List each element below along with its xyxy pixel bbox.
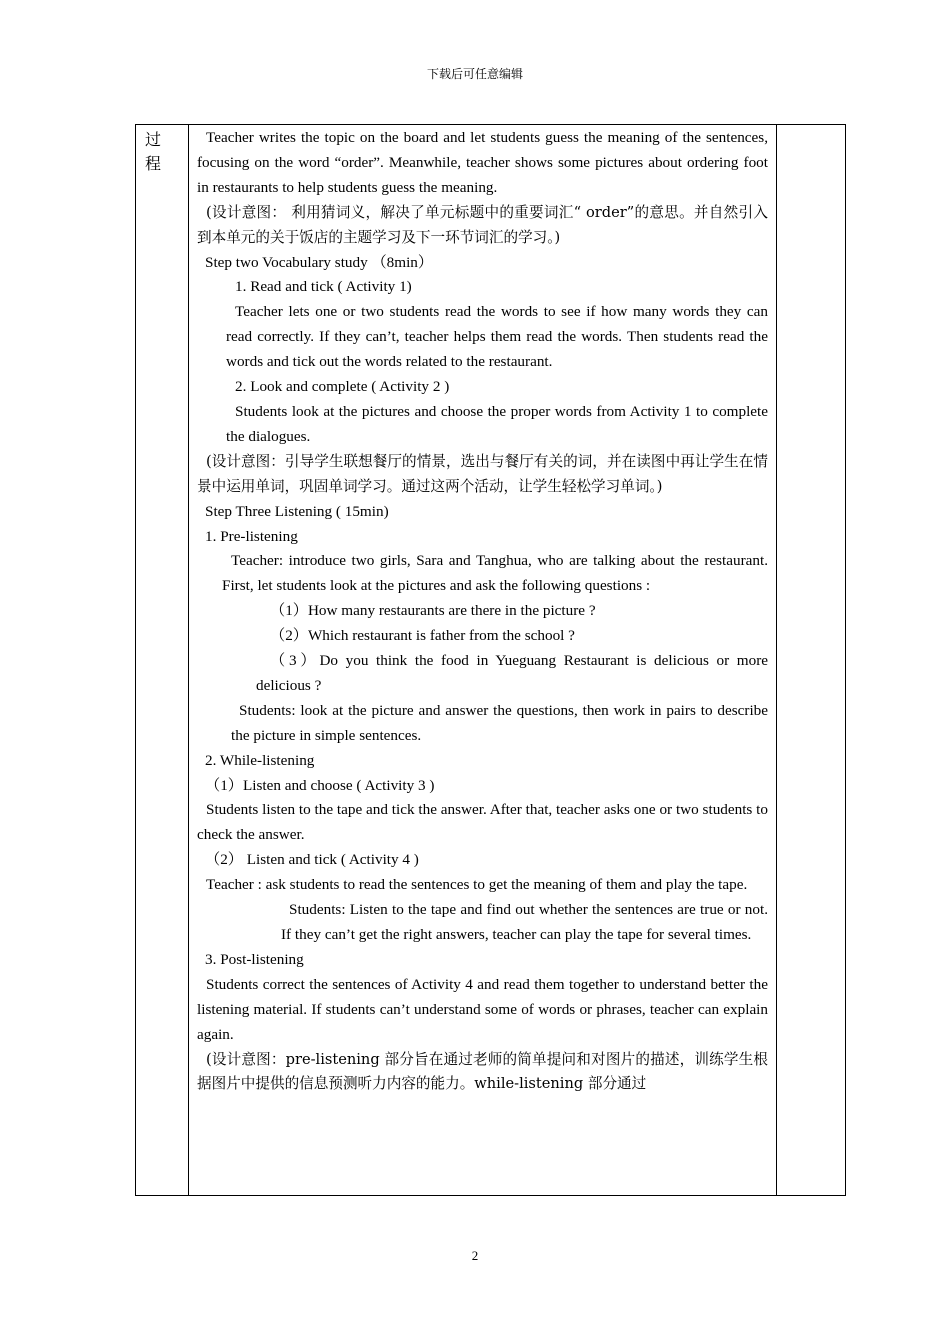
section-label-char: 程 [145,154,162,173]
activity-1-title: 1. Read and tick ( Activity 1) [235,278,412,296]
section-label-cell [136,125,189,1196]
listen-tick-students: Students: Listen to the tape and find out whether the sentences are true or not. If they can’t get the right answers, teacher can play the tape for several times. [281,901,768,943]
listen-tick-title: （2） Listen and tick ( Activity 4 ) [205,851,419,869]
step-three-title: Step Three Listening ( 15min) [205,502,389,520]
question-3: （3）Do you think the food in Yueguang Restaurant is delicious or more delicious ? [256,652,768,694]
question-1: （1）How many restaurants are there in the picture ? [270,602,596,620]
students-pre-listening: Students: look at the picture and answer the questions, then work in pairs to describe the picture in simple sentences. [231,701,768,744]
post-listening-text: Students correct the sentences of Activity 4 and read them together to understand better the listening material. If students can’t understand some of words or phrases, teacher can explain again. [197,975,768,1043]
pre-listening-text: Teacher: introduce two girls, Sara and Tanghua, who are talking about the restaurant. First, let students look at the pictures and ask the following questions : [222,552,768,595]
listen-choose-text: Students listen to the tape and tick the answer. After that, teacher asks one or two students to check the answer. [197,801,768,844]
activity-2-text: Students look at the pictures and choose the proper words from Activity 1 to complete the dialogues. [226,402,768,445]
design-intent-3: (设计意图：pre-listening 部分旨在通过老师的简单提问和对图片的描述，训练学生根据图片中提供的信息预测听力内容的能力。while-listening 部分通过 [197,1050,768,1093]
pre-listening-title: 1. Pre-listening [205,527,298,545]
page-number: 2 [471,1248,479,1263]
lesson-plan-table [135,124,846,1196]
question-2: （2）Which restaurant is father from the school ? [270,627,575,645]
design-intent-2: (设计意图：引导学生联想餐厅的情景，选出与餐厅有关的词，并在读图中再让学生在情景中运用单词，巩固单词学习。通过这两个活动，让学生轻松学习单词。) [197,452,768,495]
content-cell [189,125,777,1196]
listen-tick-teacher: Teacher : ask students to read the sentences to get the meaning of them and play the tape. [206,876,748,894]
listen-choose-title: （1）Listen and choose ( Activity 3 ) [205,776,435,794]
lesson-content [189,126,776,1097]
activity-1-text: Teacher lets one or two students read the words to see if how many words they can read correctly. If they can’t, teacher helps them read the words. Then students read the words and tick out the words related to the restaurant. [226,303,768,371]
page-header: 下载后可任意编辑 [426,67,523,81]
post-listening-title: 3. Post-listening [205,950,304,968]
table-row [136,125,846,1196]
step-two-title: Step two Vocabulary study （8min） [205,253,434,271]
section-label [136,125,188,176]
design-intent-1: (设计意图： 利用猜词义，解决了单元标题中的重要词汇“ order”的意思。并自然引入到本单元的关于饭店的主题学习及下一环节词汇的学习。) [197,203,768,246]
while-listening-title: 2. While-listening [205,751,315,769]
paragraph-intro: Teacher writes the topic on the board and let students guess the meaning of the sentences, focusing on the word “order”. Meanwhile, teacher shows some pictures about ordering foot in restaurants to help students guess the meaning. [197,129,768,196]
activity-2-title: 2. Look and complete ( Activity 2 ) [235,378,450,396]
notes-cell [777,125,846,1196]
section-label-char: 过 [145,130,162,149]
